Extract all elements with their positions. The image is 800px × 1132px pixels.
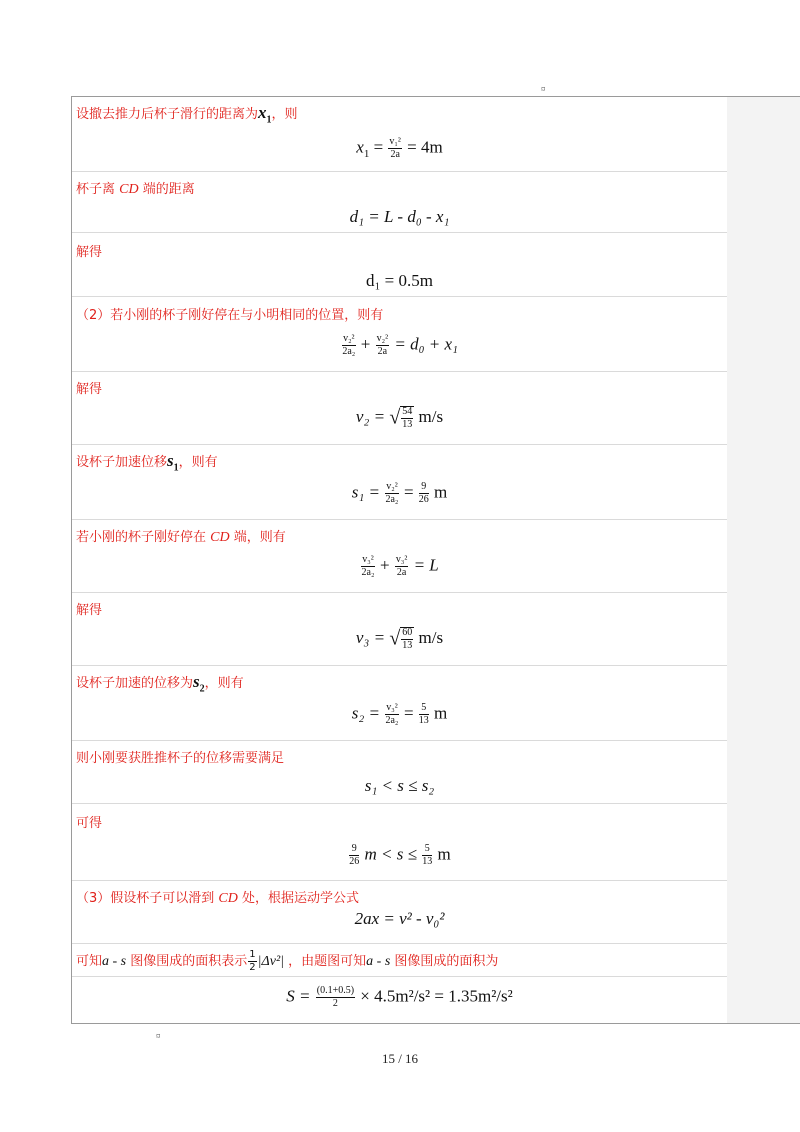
text-line-5: 解得 [76, 382, 103, 397]
equation-range: $\frac{9}{26}$ m < s ≤ $\frac{5}{13}$ m [349, 843, 451, 867]
page-number: 15 / 16 [381, 1051, 419, 1066]
equation-v2: v₂ = √ $\frac{54}{13}$ m/s [355, 406, 444, 430]
table-row [72, 804, 727, 881]
text-line-10: 则小刚要获胜推杯子的位移需要满足 [76, 751, 285, 766]
text-line-6: 设杯子加速位移$s_1$，则有 [76, 451, 218, 474]
table-row [72, 593, 727, 666]
table-row [72, 233, 727, 297]
equation-s2: s₂ = $\frac{\text{v₃²}}{\text{2a₂}}$ = $\frac{5}{13}$ m [351, 702, 448, 726]
header-paragraph-mark: ¤ [541, 84, 546, 94]
equation-area: S = $\frac{(0.1+0.5)}{2}$ × 4.5m²/s² = 1.35m²/s² [286, 985, 513, 1009]
equation-x1: $x_1$ = $\frac{\text{v₁²}}{2a}$ = 4m [356, 136, 443, 160]
text-line-4: （2）若小刚的杯子刚好停在与小明相同的位置，则有 [76, 308, 384, 323]
equation-kinematics: 2ax = v² - v₀² [354, 909, 445, 928]
table-row [72, 97, 727, 172]
text-line-13: 可知a - s 图像围成的面积表示 $\frac{1}{2}$ |Δv²| ，由题图可知a - s 图像围成的面积为 [76, 949, 499, 973]
text-line-3: 解得 [76, 245, 103, 260]
table-row [72, 372, 727, 445]
text-line-11: 可得 [76, 816, 103, 831]
equation-v3: v₃ = √ $\frac{60}{13}$ m/s [355, 627, 444, 651]
text-line-9: 设杯子加速的位移为$s_2$，则有 [76, 672, 244, 695]
text-line-1: 设撤去推力后杯子滑行的距离为$x_1$，则 [76, 103, 298, 126]
equation-inequality: s₁ < s ≤ s₂ [364, 776, 435, 795]
solution-panel [71, 96, 800, 1024]
table-row [72, 881, 727, 944]
panel-side-strip [727, 97, 800, 1023]
table-row [72, 297, 727, 372]
text-line-12: （3）假设杯子可以滑到 CD 处，根据运动学公式 [76, 891, 360, 906]
equation-s1: s₁ = $\frac{\text{v₂²}}{\text{2a₂}}$ = $\frac{9}{26}$ m [351, 481, 448, 505]
text-line-2: 杯子离 CD 端的距离 [76, 182, 195, 197]
table-row [72, 520, 727, 593]
table-row [72, 741, 727, 804]
table-row [72, 666, 727, 741]
text-line-8: 解得 [76, 603, 103, 618]
table-row [72, 977, 727, 1022]
equation-part2: $\frac{\text{v₂²}}{\text{2a₂}}$ + $\frac{\text{v₂²}}{2a}$ = d₀ + x₁ [342, 333, 458, 357]
table-row [72, 944, 727, 977]
equation-part2b: $\frac{\text{v₃²}}{\text{2a₂}}$ + $\frac{\text{v₃²}}{2a}$ = L [361, 554, 439, 578]
table-row [72, 172, 727, 233]
table-row [72, 445, 727, 520]
footer-paragraph-mark: ¤ [156, 1031, 161, 1041]
text-line-7: 若小刚的杯子刚好停在 CD 端，则有 [76, 530, 286, 545]
equation-d1-result: d₁ = 0.5m [366, 271, 433, 290]
equation-d1: d₁ = L - d₀ - x₁ [349, 207, 450, 226]
